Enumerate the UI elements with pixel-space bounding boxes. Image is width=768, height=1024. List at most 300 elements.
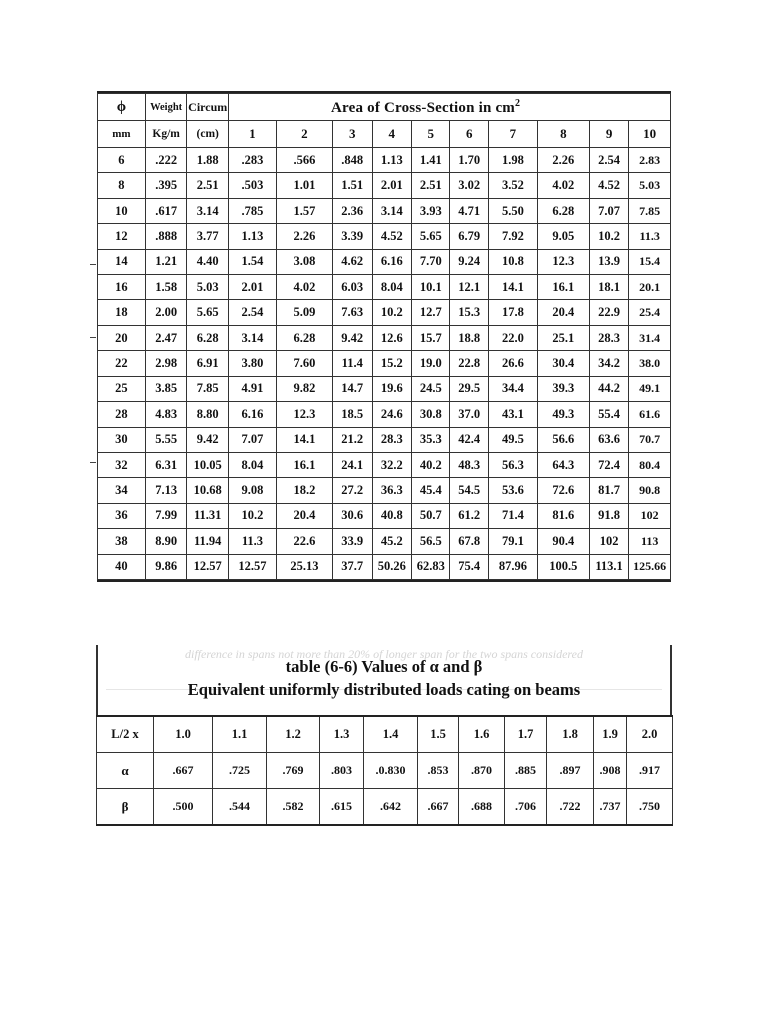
circumference-cell: 10.05: [187, 452, 229, 477]
area-cell: 7.07: [229, 427, 277, 452]
area-cell: 4.91: [229, 376, 277, 401]
area-cell: 29.5: [450, 376, 488, 401]
area-cell: 12.3: [276, 402, 332, 427]
value-cell: .885: [505, 753, 547, 789]
area-cell: 40.8: [372, 503, 412, 528]
area-cell: 9.82: [276, 376, 332, 401]
area-cell: 113.1: [589, 554, 629, 579]
weight-cell: .617: [145, 198, 187, 223]
area-cell: 17.8: [488, 300, 537, 325]
area-cell: 6.28: [537, 198, 589, 223]
circumference-cell: 6.91: [187, 351, 229, 376]
diameter-cell: 22: [98, 351, 146, 376]
area-cell: 1.54: [229, 249, 277, 274]
area-cell: 7.60: [276, 351, 332, 376]
bar-count-header: 6: [450, 121, 488, 148]
area-cell: 40.2: [412, 452, 450, 477]
area-cell: .503: [229, 173, 277, 198]
area-cell: 1.98: [488, 148, 537, 173]
area-cell: 71.4: [488, 503, 537, 528]
area-cell: 9.24: [450, 249, 488, 274]
area-cell: 49.5: [488, 427, 537, 452]
header-row-2: [98, 121, 671, 148]
diameter-cell: 40: [98, 554, 146, 579]
scan-mark: [90, 264, 96, 265]
value-cell: 2.0: [627, 716, 673, 753]
table-row: [98, 198, 671, 223]
area-cell: 22.0: [488, 325, 537, 350]
area-cell: .566: [276, 148, 332, 173]
table-row: [98, 249, 671, 274]
area-cell: .848: [332, 148, 372, 173]
row-label-cell: β: [97, 789, 154, 826]
area-cell: 3.08: [276, 249, 332, 274]
area-cell: 5.65: [412, 224, 450, 249]
table-row: [97, 716, 673, 753]
row-label-cell: L/2 x: [97, 716, 154, 753]
area-cell: 28.3: [589, 325, 629, 350]
value-cell: 1.4: [364, 716, 418, 753]
area-cell: 14.1: [488, 275, 537, 300]
area-cell: 27.2: [332, 478, 372, 503]
diameter-cell: 28: [98, 402, 146, 427]
area-cell: 79.1: [488, 529, 537, 554]
area-cell: 3.02: [450, 173, 488, 198]
area-cell: 45.4: [412, 478, 450, 503]
area-cell: 10.2: [372, 300, 412, 325]
area-cell: 24.5: [412, 376, 450, 401]
bar-count-header: 3: [332, 121, 372, 148]
diameter-cell: 12: [98, 224, 146, 249]
weight-cell: .222: [145, 148, 187, 173]
weight-cell: 2.00: [145, 300, 187, 325]
area-cell: 8.04: [229, 452, 277, 477]
table-row: [98, 351, 671, 376]
value-cell: .853: [418, 753, 459, 789]
weight-cell: 3.85: [145, 376, 187, 401]
area-cell: 33.9: [332, 529, 372, 554]
table-row: [98, 503, 671, 528]
area-cell: 81.7: [589, 478, 629, 503]
area-cell: 19.6: [372, 376, 412, 401]
bar-count-header: 2: [276, 121, 332, 148]
area-cell: 12.7: [412, 300, 450, 325]
rebar-area-table: [97, 93, 671, 580]
circumference-unit-header: (cm): [187, 121, 229, 148]
bar-count-header: 9: [589, 121, 629, 148]
alpha-beta-table-body: [97, 716, 673, 825]
bar-count-header: 8: [537, 121, 589, 148]
alpha-beta-table-subtitle: Equivalent uniformly distributed loads cating on beams: [187, 680, 581, 699]
circumference-cell: 10.68: [187, 478, 229, 503]
area-cell: 4.52: [589, 173, 629, 198]
area-cell: 87.96: [488, 554, 537, 579]
area-cell: 1.01: [276, 173, 332, 198]
area-cell: 67.8: [450, 529, 488, 554]
value-cell: 1.5: [418, 716, 459, 753]
area-cell: 10.2: [589, 224, 629, 249]
area-cell: 14.1: [276, 427, 332, 452]
circumference-cell: 2.51: [187, 173, 229, 198]
weight-cell: 4.83: [145, 402, 187, 427]
area-cell: 1.13: [229, 224, 277, 249]
value-cell: 1.1: [213, 716, 267, 753]
value-cell: .722: [547, 789, 594, 826]
area-cell: 2.26: [276, 224, 332, 249]
area-cell: 20.4: [276, 503, 332, 528]
area-cell: 10.2: [229, 503, 277, 528]
area-cell: 102: [589, 529, 629, 554]
weight-cell: 1.21: [145, 249, 187, 274]
area-cell: 7.70: [412, 249, 450, 274]
alpha-beta-table-title: table (6-6) Values of α and β: [285, 657, 483, 676]
area-cell: 3.93: [412, 198, 450, 223]
area-cell: 49.3: [537, 402, 589, 427]
bar-count-header: 10: [629, 121, 671, 148]
area-cell: 50.26: [372, 554, 412, 579]
area-cell: 18.1: [589, 275, 629, 300]
rebar-table-body: [98, 148, 671, 580]
table-row: [98, 275, 671, 300]
value-cell: .897: [547, 753, 594, 789]
area-cell: 1.51: [332, 173, 372, 198]
area-cell: 2.36: [332, 198, 372, 223]
area-cell: 55.4: [589, 402, 629, 427]
circumference-cell: 1.88: [187, 148, 229, 173]
alpha-beta-title-box: [96, 645, 672, 715]
area-cell: 1.57: [276, 198, 332, 223]
area-cell: 35.3: [412, 427, 450, 452]
area-cell: 1.70: [450, 148, 488, 173]
area-cell: 12.6: [372, 325, 412, 350]
circumference-cell: 6.28: [187, 325, 229, 350]
diameter-cell: 8: [98, 173, 146, 198]
area-cell: 12.57: [229, 554, 277, 579]
area-cell: 2.51: [412, 173, 450, 198]
diameter-cell: 6: [98, 148, 146, 173]
area-cell: 11.3: [629, 224, 671, 249]
area-cell: 28.3: [372, 427, 412, 452]
circumference-cell: 9.42: [187, 427, 229, 452]
area-cell: 25.1: [537, 325, 589, 350]
area-cell: 37.7: [332, 554, 372, 579]
area-cell: 54.5: [450, 478, 488, 503]
area-cell: 1.13: [372, 148, 412, 173]
area-cell: 21.2: [332, 427, 372, 452]
area-cell: 2.83: [629, 148, 671, 173]
area-cell: 36.3: [372, 478, 412, 503]
area-cell: 13.9: [589, 249, 629, 274]
diameter-cell: 18: [98, 300, 146, 325]
area-cell: 6.16: [372, 249, 412, 274]
alpha-beta-table-container: [96, 645, 672, 825]
value-cell: 1.3: [320, 716, 364, 753]
bar-count-header: 1: [229, 121, 277, 148]
value-cell: .667: [154, 753, 213, 789]
area-cell: 26.6: [488, 351, 537, 376]
weight-cell: 9.86: [145, 554, 187, 579]
bar-count-header: 7: [488, 121, 537, 148]
weight-cell: .395: [145, 173, 187, 198]
weight-cell: 5.55: [145, 427, 187, 452]
circumference-cell: 4.40: [187, 249, 229, 274]
area-cell: 50.7: [412, 503, 450, 528]
area-cell: 4.52: [372, 224, 412, 249]
area-cell: 19.0: [412, 351, 450, 376]
weight-header: Weight: [145, 94, 187, 121]
area-cell: 8.04: [372, 275, 412, 300]
area-cell: .785: [229, 198, 277, 223]
circumference-cell: 11.31: [187, 503, 229, 528]
area-cell: 15.4: [629, 249, 671, 274]
area-cell: 9.08: [229, 478, 277, 503]
weight-cell: .888: [145, 224, 187, 249]
value-cell: .737: [594, 789, 627, 826]
diameter-cell: 32: [98, 452, 146, 477]
area-cell: 10.8: [488, 249, 537, 274]
table-row: [98, 224, 671, 249]
scan-mark: [90, 337, 96, 338]
area-cell: 4.71: [450, 198, 488, 223]
area-cell: 22.6: [276, 529, 332, 554]
diameter-cell: 10: [98, 198, 146, 223]
area-cell: 3.52: [488, 173, 537, 198]
circumference-cell: 11.94: [187, 529, 229, 554]
circumference-header: Circum: [187, 94, 229, 121]
area-cell: 14.7: [332, 376, 372, 401]
table-row: [98, 427, 671, 452]
circumference-cell: 5.03: [187, 275, 229, 300]
area-cell: 91.8: [589, 503, 629, 528]
circumference-cell: 12.57: [187, 554, 229, 579]
area-cell: 4.02: [537, 173, 589, 198]
area-cell: 6.28: [276, 325, 332, 350]
diameter-unit-header: mm: [98, 121, 146, 148]
area-cell: 7.92: [488, 224, 537, 249]
area-cell: 11.4: [332, 351, 372, 376]
area-cell: .283: [229, 148, 277, 173]
area-cell: 18.8: [450, 325, 488, 350]
circumference-cell: 3.77: [187, 224, 229, 249]
value-cell: .688: [459, 789, 505, 826]
area-cell: 53.6: [488, 478, 537, 503]
area-cell: 90.4: [537, 529, 589, 554]
diameter-cell: 30: [98, 427, 146, 452]
area-cell: 2.54: [229, 300, 277, 325]
area-cell: 12.1: [450, 275, 488, 300]
area-cell: 34.4: [488, 376, 537, 401]
circumference-cell: 7.85: [187, 376, 229, 401]
area-cell: 30.8: [412, 402, 450, 427]
table-row: [98, 173, 671, 198]
diameter-cell: 20: [98, 325, 146, 350]
area-cell: 34.2: [589, 351, 629, 376]
area-cell: 15.3: [450, 300, 488, 325]
area-cell: 38.0: [629, 351, 671, 376]
area-cell: 12.3: [537, 249, 589, 274]
value-cell: 1.8: [547, 716, 594, 753]
area-cell: 25.13: [276, 554, 332, 579]
value-cell: .870: [459, 753, 505, 789]
value-cell: .769: [267, 753, 320, 789]
area-cell: 81.6: [537, 503, 589, 528]
area-cell: 43.1: [488, 402, 537, 427]
table-row: [98, 529, 671, 554]
area-cell: 64.3: [537, 452, 589, 477]
area-cell: 6.03: [332, 275, 372, 300]
value-cell: 1.6: [459, 716, 505, 753]
weight-cell: 1.58: [145, 275, 187, 300]
area-section-title: [229, 94, 671, 121]
area-cell: 22.8: [450, 351, 488, 376]
area-cell: 48.3: [450, 452, 488, 477]
value-cell: .908: [594, 753, 627, 789]
area-cell: 5.09: [276, 300, 332, 325]
area-cell: 25.4: [629, 300, 671, 325]
area-cell: 56.3: [488, 452, 537, 477]
bleed-through-text: difference in spans not more than 20% of longer span for the two spans considered: [185, 647, 583, 661]
alpha-beta-table: [96, 715, 673, 826]
area-cell: 2.01: [229, 275, 277, 300]
area-title-superscript: 2: [515, 97, 521, 109]
area-cell: 75.4: [450, 554, 488, 579]
area-cell: 30.4: [537, 351, 589, 376]
table-row: [98, 376, 671, 401]
value-cell: 1.0: [154, 716, 213, 753]
area-cell: 16.1: [276, 452, 332, 477]
area-cell: 125.66: [629, 554, 671, 579]
area-title-text: Area of Cross-Section in cm: [331, 99, 516, 116]
area-cell: 24.1: [332, 452, 372, 477]
area-cell: 90.8: [629, 478, 671, 503]
value-cell: .667: [418, 789, 459, 826]
value-cell: .582: [267, 789, 320, 826]
weight-cell: 2.47: [145, 325, 187, 350]
area-cell: 80.4: [629, 452, 671, 477]
area-cell: 6.16: [229, 402, 277, 427]
value-cell: 1.2: [267, 716, 320, 753]
weight-cell: 7.13: [145, 478, 187, 503]
area-cell: 4.02: [276, 275, 332, 300]
area-cell: 70.7: [629, 427, 671, 452]
area-cell: 10.1: [412, 275, 450, 300]
area-cell: 100.5: [537, 554, 589, 579]
table-row: [98, 325, 671, 350]
area-cell: 18.5: [332, 402, 372, 427]
diameter-cell: 25: [98, 376, 146, 401]
area-cell: 56.5: [412, 529, 450, 554]
area-cell: 7.85: [629, 198, 671, 223]
area-cell: 22.9: [589, 300, 629, 325]
table-row: [98, 402, 671, 427]
area-cell: 20.4: [537, 300, 589, 325]
area-cell: 31.4: [629, 325, 671, 350]
area-cell: 39.3: [537, 376, 589, 401]
row-label-cell: α: [97, 753, 154, 789]
weight-cell: 2.98: [145, 351, 187, 376]
area-cell: 9.42: [332, 325, 372, 350]
weight-cell: 8.90: [145, 529, 187, 554]
area-cell: 61.2: [450, 503, 488, 528]
area-cell: 18.2: [276, 478, 332, 503]
area-cell: 7.07: [589, 198, 629, 223]
area-cell: 4.62: [332, 249, 372, 274]
area-cell: 62.83: [412, 554, 450, 579]
area-cell: 2.01: [372, 173, 412, 198]
area-cell: 3.14: [372, 198, 412, 223]
area-cell: 3.80: [229, 351, 277, 376]
bar-count-header: 5: [412, 121, 450, 148]
table-row: [97, 789, 673, 826]
area-cell: 56.6: [537, 427, 589, 452]
table-row: [98, 478, 671, 503]
value-cell: .750: [627, 789, 673, 826]
value-cell: .642: [364, 789, 418, 826]
diameter-cell: 38: [98, 529, 146, 554]
table-row: [98, 554, 671, 579]
area-cell: 7.63: [332, 300, 372, 325]
table-row: [98, 452, 671, 477]
table-row: [97, 753, 673, 789]
weight-unit-header: Kg/m: [145, 121, 187, 148]
area-cell: 102: [629, 503, 671, 528]
area-cell: 3.14: [229, 325, 277, 350]
value-cell: .803: [320, 753, 364, 789]
value-cell: .706: [505, 789, 547, 826]
header-row-1: [98, 94, 671, 121]
value-cell: 1.7: [505, 716, 547, 753]
area-cell: 9.05: [537, 224, 589, 249]
area-cell: 15.7: [412, 325, 450, 350]
circumference-cell: 5.65: [187, 300, 229, 325]
area-cell: 5.03: [629, 173, 671, 198]
value-cell: .917: [627, 753, 673, 789]
value-cell: .544: [213, 789, 267, 826]
weight-cell: 6.31: [145, 452, 187, 477]
diameter-cell: 36: [98, 503, 146, 528]
area-cell: 1.41: [412, 148, 450, 173]
rebar-area-table-container: [97, 91, 671, 582]
area-cell: 61.6: [629, 402, 671, 427]
area-cell: 72.4: [589, 452, 629, 477]
area-cell: 11.3: [229, 529, 277, 554]
table-row: [98, 300, 671, 325]
value-cell: .615: [320, 789, 364, 826]
area-cell: 49.1: [629, 376, 671, 401]
area-cell: 2.26: [537, 148, 589, 173]
circumference-cell: 8.80: [187, 402, 229, 427]
circumference-cell: 3.14: [187, 198, 229, 223]
area-cell: 63.6: [589, 427, 629, 452]
area-cell: 30.6: [332, 503, 372, 528]
value-cell: .725: [213, 753, 267, 789]
area-cell: 5.50: [488, 198, 537, 223]
diameter-cell: 14: [98, 249, 146, 274]
area-cell: 3.39: [332, 224, 372, 249]
area-cell: 45.2: [372, 529, 412, 554]
area-cell: 42.4: [450, 427, 488, 452]
area-cell: 15.2: [372, 351, 412, 376]
table-row: [98, 148, 671, 173]
area-cell: 113: [629, 529, 671, 554]
area-cell: 6.79: [450, 224, 488, 249]
area-cell: 16.1: [537, 275, 589, 300]
area-cell: 2.54: [589, 148, 629, 173]
area-cell: 24.6: [372, 402, 412, 427]
area-cell: 32.2: [372, 452, 412, 477]
area-cell: 37.0: [450, 402, 488, 427]
scan-mark: [90, 462, 96, 463]
